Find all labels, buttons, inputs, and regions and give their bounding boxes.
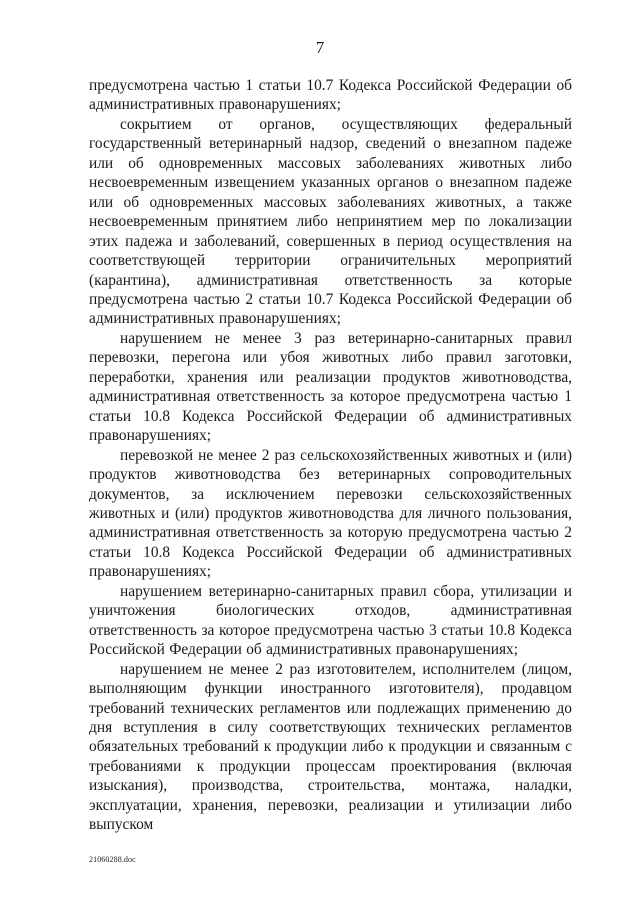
paragraph-biological-waste: нарушением ветеринарно-санитарных правил сбора, утилизации и уничтожения биологических отходов, административная ответственность за которое предусмотрена частью 3 статьи 10.8 Кодекса Российской Федерации об административных правонарушениях; bbox=[89, 582, 572, 659]
document-body bbox=[89, 76, 572, 835]
paragraph-continuation: предусмотрена частью 1 статьи 10.7 Кодекса Российской Федерации об административных правонарушениях; bbox=[89, 77, 572, 114]
page-number: 7 bbox=[315, 38, 325, 57]
paragraph-sanitary-violation: нарушением не менее 3 раз ветеринарно-санитарных правил перевозки, перегона или убоя животных либо правил заготовки, переработки, хранения или реализации продуктов животноводства, административная ответственность за которое предусмотрена частью 1 статьи 10.8 Кодекса Российской Федерации об административных правонарушениях; bbox=[89, 329, 572, 445]
paragraph-technical-regulations: нарушением не менее 2 раз изготовителем, исполнителем (лицом, выполняющим функции иностранного изготовителя), продавцом требований технических регламентов или подлежащих применению до дня вступления в силу соответствующих технических регламентов обязательных требований к продукции либо к продукции и связанным с требованиями к продукции процессам проектирования (включая изыскания), производства, строительства, монтажа, наладки, эксплуатации, хранения, перевозки, реализации и утилизации либо выпуском bbox=[89, 660, 572, 834]
paragraph-transport-without-documents: перевозкой не менее 2 раз сельскохозяйственных животных и (или) продуктов животноводства без ветеринарных сопроводительных документов, за исключением перевозки сельскохозяйственных животных и (или) продуктов животноводства для личного пользования, административная ответственность за которую предусмотрена частью 2 статьи 10.8 Кодекса Российской Федерации об административных правонарушениях; bbox=[89, 446, 572, 581]
document-file-code: 21060288.doc bbox=[89, 855, 136, 864]
paragraph-concealment: сокрытием от органов, осуществляющих федеральный государственный ветеринарный надзор, сведений о внезапном падеже или об одновременных массовых заболеваниях животных либо несвоевременным извещением указанных органов о внезапном падеже или об одновременных массовых заболеваниях животных, а также несвоевременным принятием либо непринятием мер по локализации этих падежа и заболеваний, совершенных в период осуществления на соответствующей территории ограничительных мероприятий (карантина), административная ответственность за которые предусмотрена частью 2 статьи 10.7 Кодекса Российской Федерации об административных правонарушениях; bbox=[89, 115, 572, 328]
